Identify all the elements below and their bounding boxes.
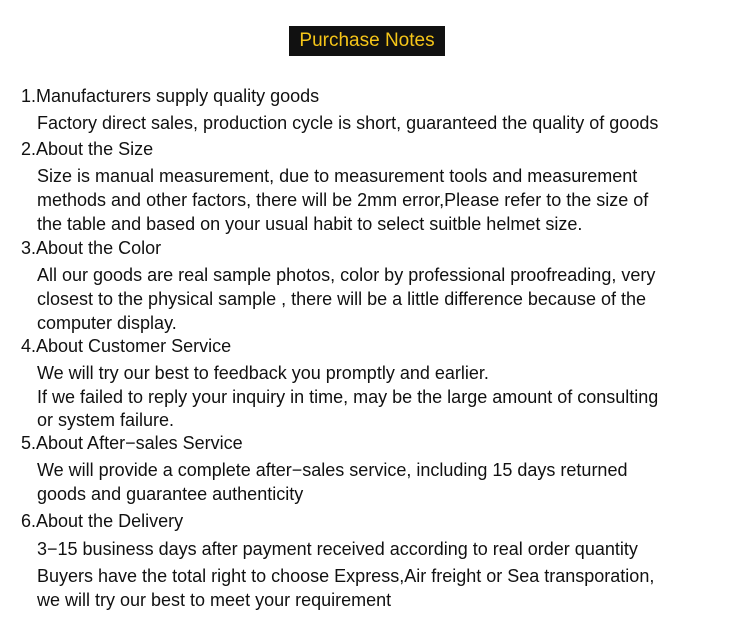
- section-heading: 1.Manufacturers supply quality goods: [21, 86, 320, 106]
- section-heading: 6.About the Delivery: [21, 511, 184, 531]
- section-heading: 2.About the Size: [21, 139, 154, 159]
- section-heading: 5.About After−sales Service: [21, 433, 243, 453]
- section-text-line: If we failed to reply your inquiry in time, may be the large amount of consulting: [37, 387, 659, 407]
- section-text-line: 3−15 business days after payment received according to real order quantity: [37, 539, 638, 559]
- section-text-line: the table and based on your usual habit to select suitble helmet size.: [37, 214, 583, 234]
- page-title: Purchase Notes: [289, 26, 445, 56]
- section-text-line: or system failure.: [37, 410, 175, 430]
- section-text-line: closest to the physical sample , there will be a little difference because of the: [37, 289, 647, 309]
- section-text-line: goods and guarantee authenticity: [37, 484, 304, 504]
- section-text-line: Size is manual measurement, due to measurement tools and measurement: [37, 166, 638, 186]
- section-text-line: we will try our best to meet your requirement: [37, 590, 392, 610]
- section-text-line: Buyers have the total right to choose Express,Air freight or Sea transporation,: [37, 566, 655, 586]
- section-text-line: All our goods are real sample photos, color by professional proofreading, very: [37, 265, 656, 285]
- section-text-line: methods and other factors, there will be 2mm error,Please refer to the size of: [37, 190, 649, 210]
- section-text-line: computer display.: [37, 313, 177, 333]
- section-text-line: Factory direct sales, production cycle is short, guaranteed the quality of goods: [37, 113, 659, 133]
- section-text-line: We will provide a complete after−sales service, including 15 days returned: [37, 460, 628, 480]
- section-heading: 4.About Customer Service: [21, 336, 232, 356]
- section-text-line: We will try our best to feedback you promptly and earlier.: [37, 363, 489, 383]
- section-heading: 3.About the Color: [21, 238, 162, 258]
